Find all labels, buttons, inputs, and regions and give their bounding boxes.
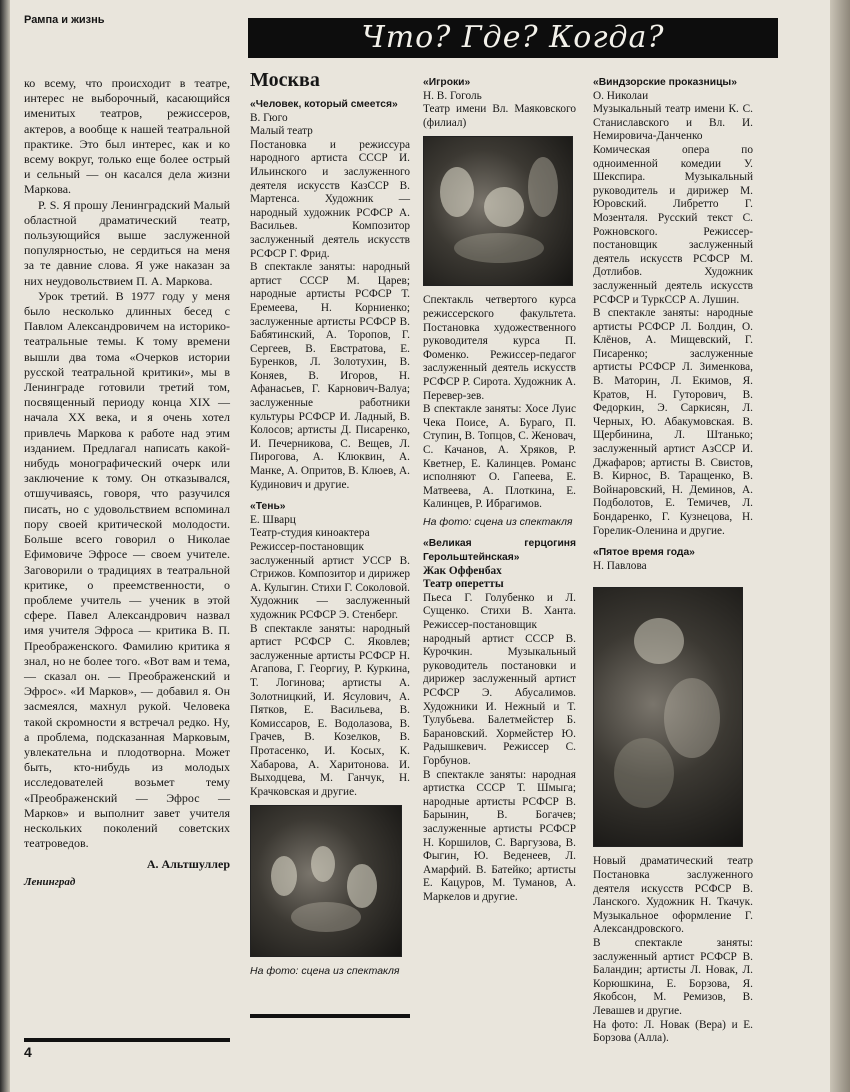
play-title: «Человек, который смеется» xyxy=(250,99,398,110)
stage-photo xyxy=(423,136,573,286)
listing-column xyxy=(593,76,753,1046)
play-theatre: Театр имени Вл. Маяковского (филиал) xyxy=(423,103,576,129)
photo-caption: На фото: Л. Новак (Верa) и Е. Борзова (Алла). xyxy=(593,1018,753,1045)
author-signature: А. Альтшуллер xyxy=(146,857,230,872)
play-theatre: Музыкальный театр имени К. С. Станиславского и Вл. И. Немировича-Данченко xyxy=(593,103,753,143)
listing-column xyxy=(423,76,576,905)
play-author: Н. Павлова xyxy=(593,559,647,572)
play-credits: Режиссер-постановщик заслуженный артист УССР В. Стрижов. Композитор и дирижер А. Кулыгин. Стихи Г. Соколовой. Художник — заслуженный художник РСФСР Э. Стенберг. xyxy=(250,541,410,621)
page-number: 4 xyxy=(24,1044,32,1060)
article-column xyxy=(24,76,230,890)
play-title: «Тень» xyxy=(250,501,286,513)
play-cast: В спектакле заняты: народный артист РСФСР С. Яковлев; заслуженные артисты РСФСР Н. Агапова, Г. Георгиу, Р. Куркина, Т. Логинова; артисты А. Золотницкий, И. Ясулович, А. Пятков, Е. Васильева, В. Комиссаров, Е. Водолазова, В. Грачев, В. Козелков, В. Протасенко, И. Косых, К. Хабарова, А. Харитонова. И. Выходцева, М. Ганчук, Н. Крачковская и другие. xyxy=(250,622,410,798)
play-author: Е. Шварц xyxy=(250,513,296,526)
column-rule xyxy=(24,1038,230,1042)
stage-photo xyxy=(250,805,402,957)
play-title: «Великая герцогиня Герольштейнская» xyxy=(423,538,576,564)
play-cast: В спектакле заняты: народный артист СССР М. Царев; народные артисты РСФСР Т. Еремеева, Н. Корниенко; заслуженные артисты РСФСР В. Бабятинский, А. Торопов, Г. Сергеев, В. Евстратова, Е. Буренков, Л. Золотухин, В. Коняев, В. Игоров, Н. Афанасьев, Г. Карнович-Валуа; заслуженные работники культуры РСФСР И. Ладный, В. Колосов; артисты Д. Писаренко, И. Печерникова, С. Вещев, Л. Пирогова, А. Клюквин, А. Манке, А. Опритов, В. Клюев, А. Кудинович и другие. xyxy=(250,261,410,491)
stage-photo xyxy=(593,587,743,847)
scan-right-edge xyxy=(830,0,850,1092)
play-cast: В спектакле заняты: Хосе Луис Чека Поисе, А. Бураго, П. Ступин, В. Топцов, С. Женовач, С. Качанов, А. Хряков, Р. Кветнер, Е. Калинцев. Романс исполняют О. Гапеева, Е. Матвеева, А. Плоткина, Е. Калинцев, Р. Ибрагимов. xyxy=(423,403,576,511)
scan-left-edge xyxy=(0,0,10,1092)
play-credits: Спектакль четвертого курса режиссерского факультета. Постановка художественного руководителя курса П. Фоменко. Режиссер-педагог заслуженный деятель искусств РСФСР Р. Сирота. Художник А. Перевер-зев. xyxy=(423,294,576,402)
play-author: О. Николаи xyxy=(593,89,649,102)
photo-caption: На фото: сцена из спектакля xyxy=(250,965,400,978)
play-cast: В спектакле заняты: народные артисты РСФСР Л. Болдин, О. Клёнов, А. Мищевский, Г. Писаренко; заслуженные артисты РСФСР Л. Зименкова, В. Маторин, Л. Екимов, Я. Кратов, Н. Гуторович, В. Федоркин, Э. Саркисян, Л. Черных, Ю. Абакумовская. В. Щербинина, Л. Штанько; заслуженный артист АзССР И. Джафаров; артисты В. Свистов, В. Кирнос, В. Таращенко, В. Войнаровский, Н. Деминов, А. Подболотов, Е. Темичев, Л. Бондаренко, Г. Кузнецова, Н. Горелик-Оленина и другие. xyxy=(593,307,753,537)
article-paragraph: Урок третий. В 1977 году у меня было несколько длинных бесед с Павлом Александровичем на историко-театральные темы. К тому времени вышли два тома «Очерков истории русской театральной критики», мы в Ленинграде готовили третий том, посвященный периоду конца XIX — начала XX века, и я очень хотел привлечь Маркова к работе над этим изданием. Предлагал написать какой-нибудь монографический очерк или заключение к тому. Он отказывался, отшучиваясь, говоря, что разучился писать, но с удовольствием вспоминал пору своей критической молодости. Больше всего говорил о Николае Ефимовиче Эфросе — своем учителе. Заговорили о традициях в театральной критике, о преемственности, о проблеме учитель — ученик в этой сфере. Павел Александрович назвал имя учителя Эфроса — критика В. П. Преображенского. Фамилию критика я знал, но не более того. «Вот вам и тема, — сказал он. — Преображенский и Эфрос». «И Марков», — добавил я. Он засмеялся, махнул рукой. Человека такой скромности я встречал редко. Ну, а проблема, подсказанная Марковым, увлекательна и плодотворна. Может быть, кто-нибудь из молодых исследователей возьмет тему «Преображенский — Эфрос — Марков» и выполнит завет учителя нескольких поколений советских театроведов. xyxy=(24,288,230,851)
play-author: Н. В. Гоголь xyxy=(423,89,482,102)
article-paragraph: ко всему, что происходит в театре, интерес не выборочный, касающийся именитых театров, режиссеров, актеров, а вообще к нашей театральной практике. Это был интерес, как и ко всему вокруг, только еще более острый и сельный — он касался дела жизни Маркова. xyxy=(24,76,230,197)
play-theatre: Театр-студия киноактера xyxy=(250,527,370,540)
play-credits: Постановка и режиссура народного артиста СССР И. Ильинского и заслуженного деятеля искусств КазССР В. Мартенса. Художник — народный художник РСФСР А. Васильев. Композитор заслуженный деятель искусств РСФСР Г. Фрид. xyxy=(250,138,410,260)
running-head: Рампа и жизнь xyxy=(24,14,105,26)
play-cast: В спектакле заняты: заслуженный артист РСФСР В. Баландин; артисты Л. Новак, Л. Корюшкина, Е. Борзова, Я. Якобсон, М. Ремизов, В. Левашев и другие. xyxy=(593,936,753,1017)
column-rule xyxy=(250,1014,410,1018)
city-heading: Москва xyxy=(250,69,320,91)
play-title: «Игроки» xyxy=(423,77,471,88)
article-paragraph: P. S. Я прошу Ленинградский Малый областной драматический театр, пользующийся выше заслуженной популярностью, не сердиться на меня за те давние слова. Я уже наказан за них неудовольствием П. А. Маркова. xyxy=(24,197,230,288)
play-credits: Комическая опера по одноименной комедии У. Шекспира. Музыкальный руководитель и дирижер М. Юровский. Либретто Г. Мозенталя. Русский текст С. Рожновского. Режиссер-постановщик заслуженный деятель искусств РСФСР М. Дотлибов. Художник заслуженный деятель искусств РСФСР и ТуркССР А. Лушин. xyxy=(593,143,753,306)
dateline: Ленинград xyxy=(24,875,76,888)
play-theatre: Театр оперетты xyxy=(423,578,504,591)
play-theatre: Малый театр xyxy=(250,125,313,138)
play-credits: Пьеса Г. Голубенко и Л. Сущенко. Стихи В. Ханта. Режиссер-постановщик народный артист СССР В. Курочкин. Музыкальный руководитель постановки и дирижер заслуженный артист РСФСР Э. Абусалимов. Художники И. Нежный и Т. Тулубьева. Балетмейстер Б. Барановский. Хормейстер Ю. Радышкевич. Режиссер С. Горбунов. xyxy=(423,591,576,767)
play-credits: Новый драматический театр Постановка заслуженного деятеля искусств РСФСР В. Ланского. Художник Н. Ткачук. Музыкальное оформление Г. Александровского. xyxy=(593,855,753,936)
listing-column-moscow xyxy=(250,68,410,979)
section-banner: Что? Где? Когда? xyxy=(248,18,778,58)
play-author: Жак Оффенбах xyxy=(423,564,502,577)
play-title: «Виндзорские проказницы» xyxy=(593,77,737,88)
play-title: «Пятое время года» xyxy=(593,547,695,559)
play-author: В. Гюго xyxy=(250,111,288,124)
photo-caption: На фото: сцена из спектакля xyxy=(423,515,573,528)
play-cast: В спектакле заняты: народная артистка СССР Т. Шмыга; народные артисты РСФСР В. Барынин, В. Богачев; заслуженные артисты РСФСР Н. Коршилов, С. Варгузова, В. Фыгин, Ю. Веденеев, Л. Амарфий. В. Батейко; артисты Е. Кацуров, М. Туманов, А. Маркелов и другие. xyxy=(423,768,576,903)
